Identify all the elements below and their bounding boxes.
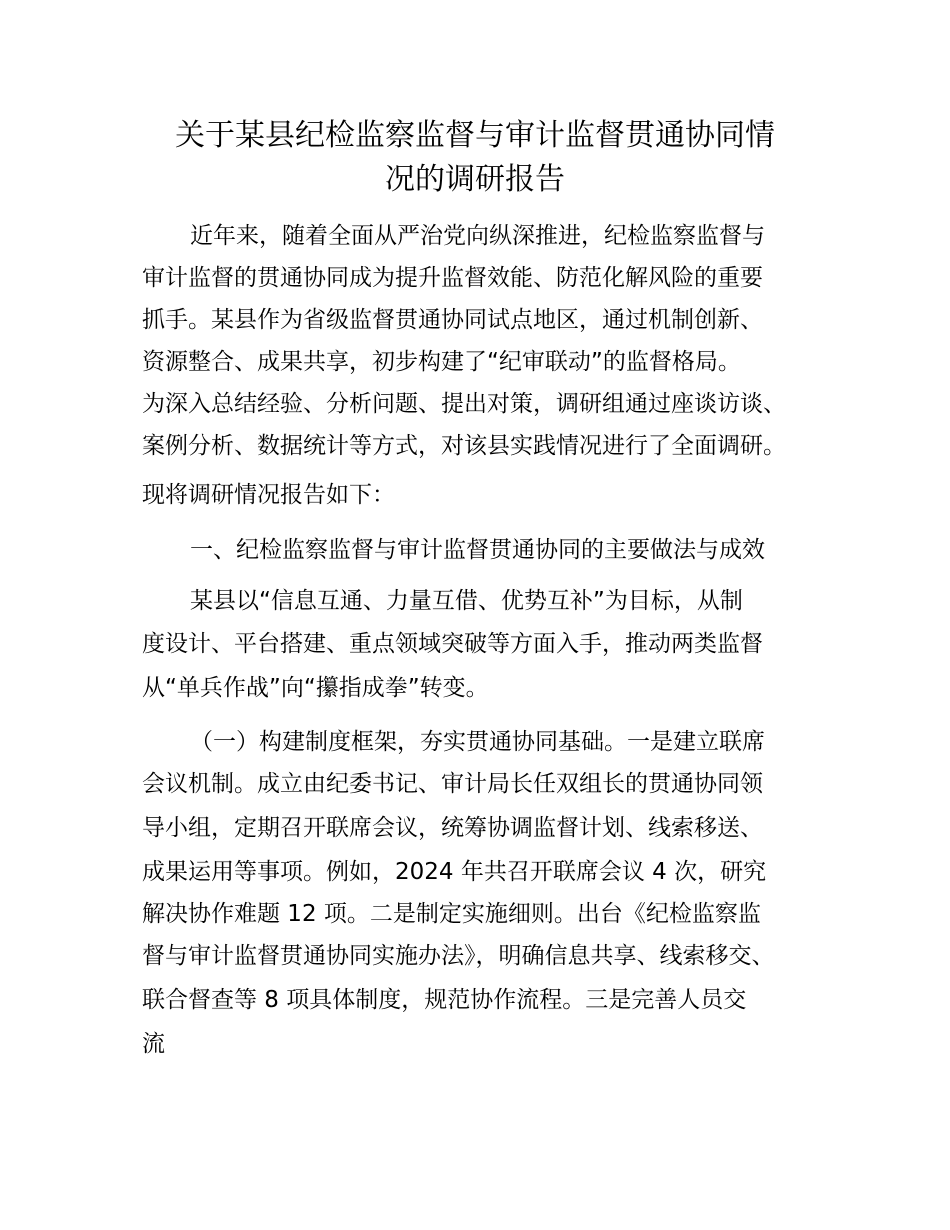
paragraph-3-line-2: 会议机制。成立由纪委书记、审计局长任双组长的贯通协同领 (142, 771, 763, 797)
paragraph-3-line-7: 联合督查等 8 项具体制度，规范协作流程。三是完善人员交 (142, 987, 747, 1013)
paragraph-3-line-5: 解决协作难题 12 项。二是制定实施细则。出台《纪检监察监 (142, 901, 761, 927)
paragraph-2-line-2: 度设计、平台搭建、重点领域突破等方面入手，推动两类监督 (142, 631, 763, 657)
paragraph-1-line-1: 近年来，随着全面从严治党向纵深推进，纪检监察监督与 (190, 223, 765, 249)
paragraph-1-line-4: 资源整合、成果共享，初步构建了“纪审联动”的监督格局。 (142, 349, 741, 375)
paragraph-3-line-8: 流 (142, 1031, 165, 1057)
paragraph-1-line-6: 案例分析、数据统计等方式，对该县实践情况进行了全面调研。 (142, 433, 786, 459)
paragraph-3-line-1: （一）构建制度框架，夯实贯通协同基础。一是建立联席 (190, 729, 765, 755)
paragraph-2-line-1: 某县以“信息互通、力量互借、优势互补”为目标，从制 (190, 588, 743, 614)
paragraph-3-line-6: 督与审计监督贯通协同实施办法》，明确信息共享、线索移交、 (142, 943, 775, 969)
title-line-1: 关于某县纪检监察监督与审计监督贯通协同情 (175, 118, 775, 153)
paragraph-1-line-2: 审计监督的贯通协同成为提升监督效能、防范化解风险的重要 (142, 265, 763, 291)
section-heading-1: 一、纪检监察监督与审计监督贯通协同的主要做法与成效 (190, 537, 765, 563)
paragraph-1-line-7: 现将调研情况报告如下： (142, 482, 395, 508)
paragraph-3-line-3: 导小组，定期召开联席会议，统筹协调监督计划、线索移送、 (142, 815, 763, 841)
paragraph-3-line-4: 成果运用等事项。例如，2024 年共召开联席会议 4 次，研究 (142, 859, 767, 885)
title-line-2: 况的调研报告 (385, 162, 565, 197)
paragraph-1-line-3: 抓手。某县作为省级监督贯通协同试点地区，通过机制创新、 (142, 307, 763, 333)
paragraph-1-line-5: 为深入总结经验、分析问题、提出对策，调研组通过座谈访谈、 (142, 391, 786, 417)
paragraph-2-line-3: 从“单兵作战”向“攥指成拳”转变。 (142, 675, 489, 701)
